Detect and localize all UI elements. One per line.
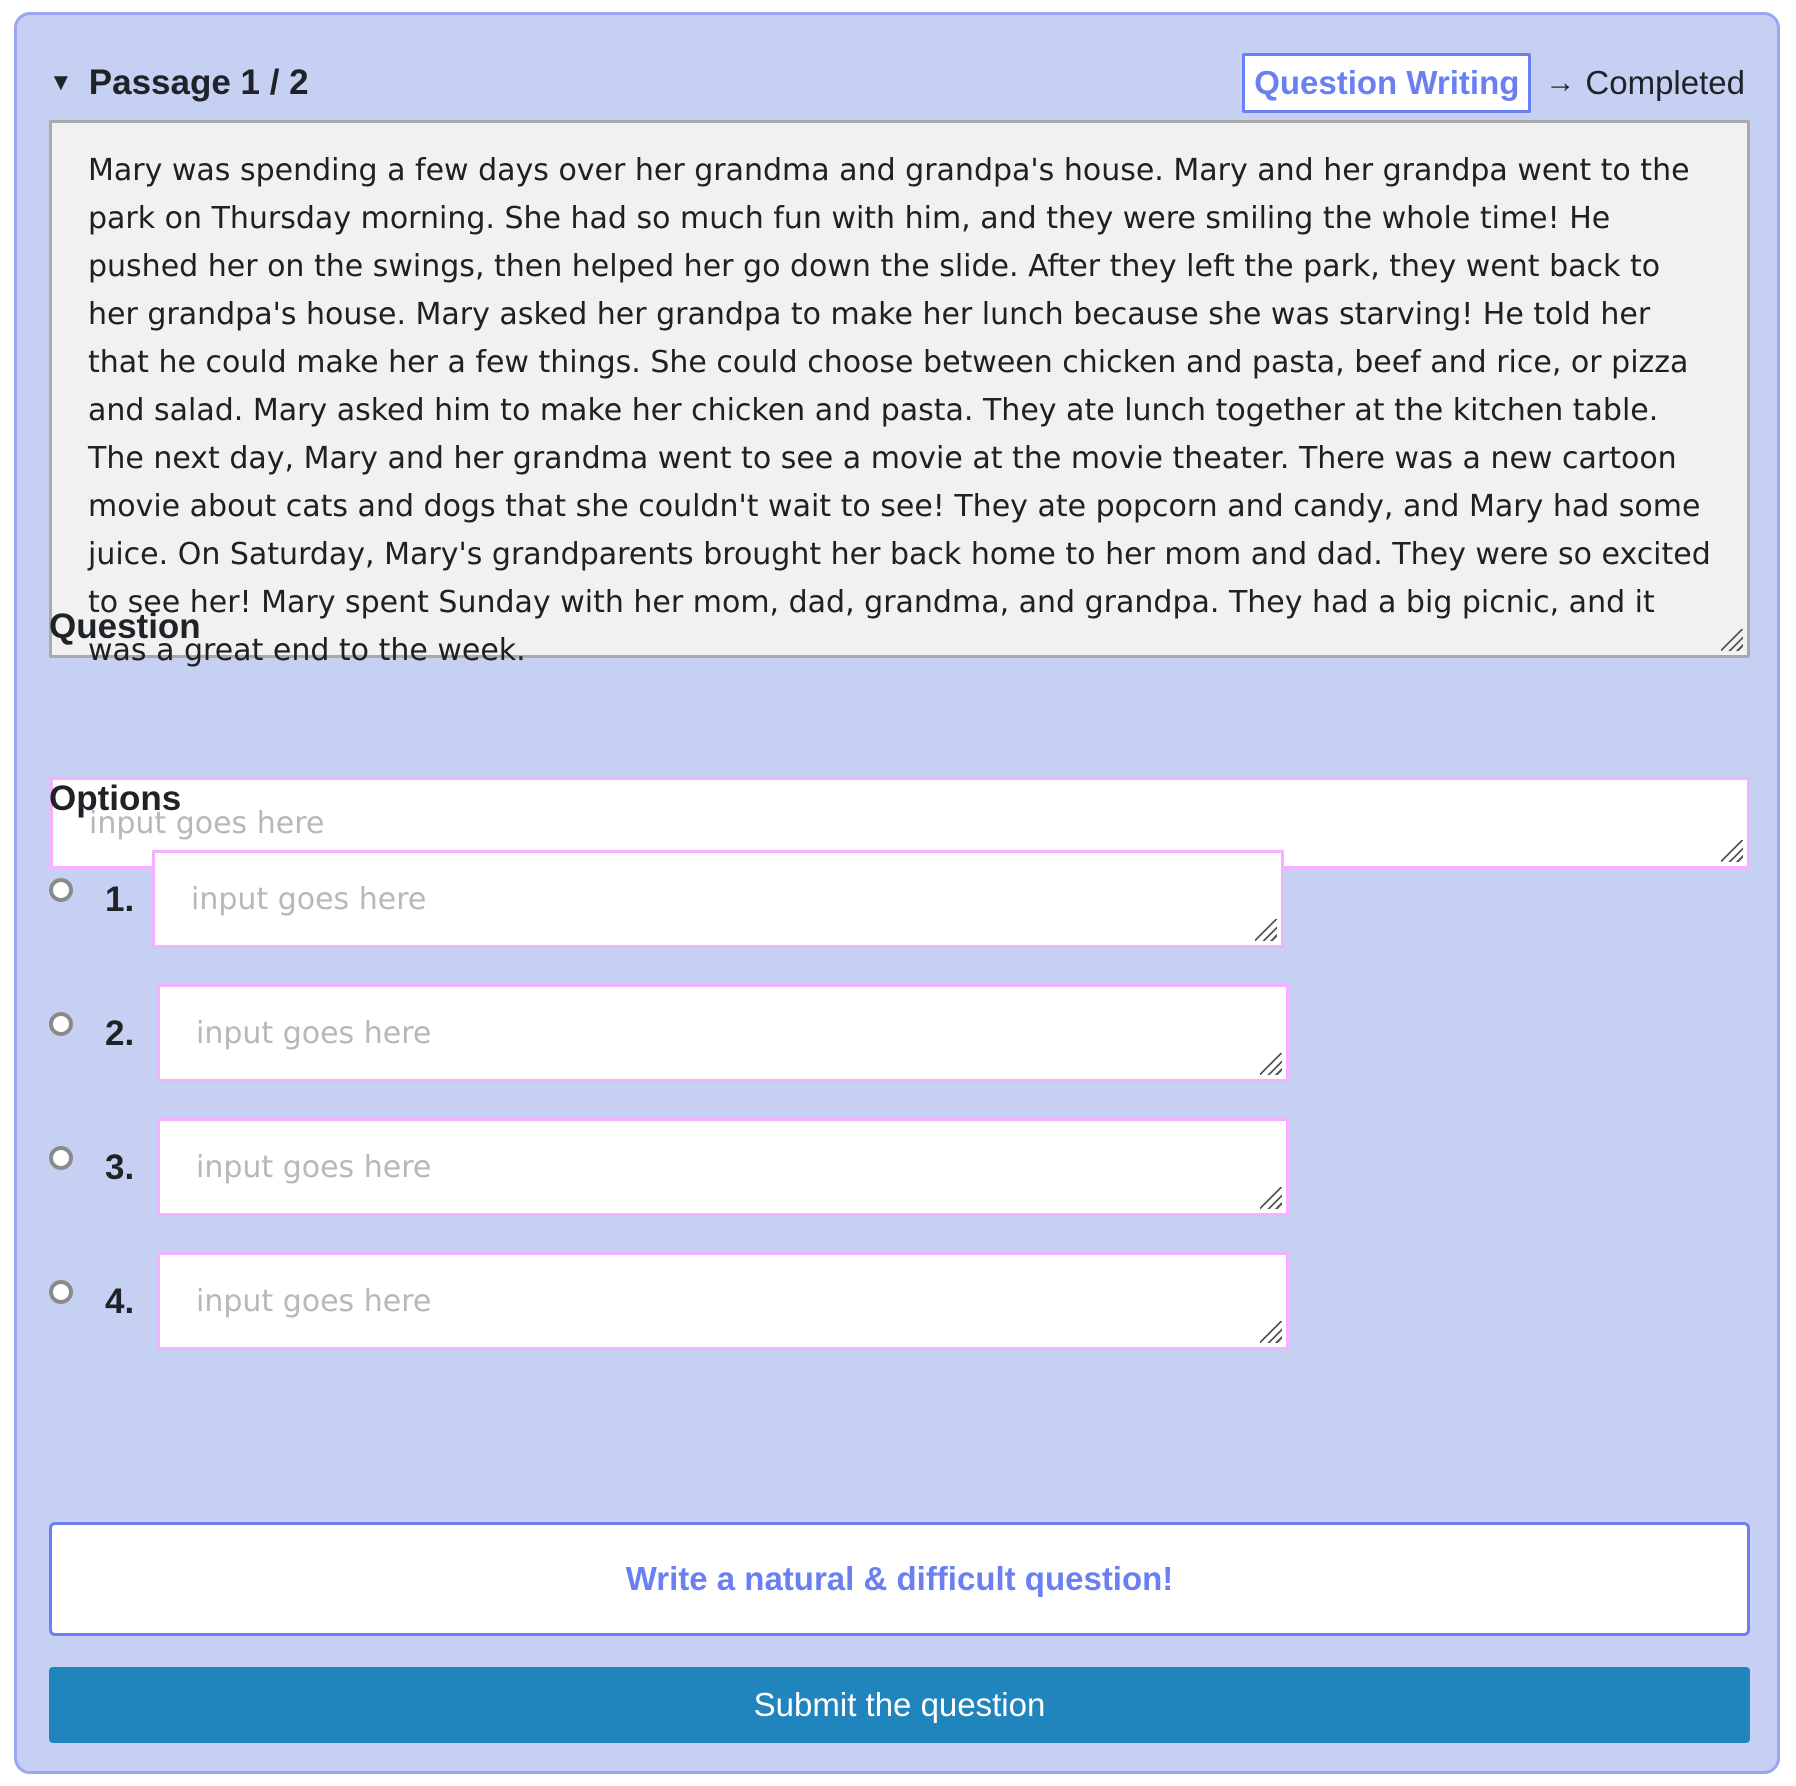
option-2-number: 2. — [105, 1014, 135, 1053]
question-hint-banner: Write a natural & difficult question! — [49, 1522, 1750, 1636]
status-current-step: Question Writing — [1242, 53, 1531, 113]
option-2-placeholder: input goes here — [196, 1015, 432, 1051]
option-2-radio[interactable] — [49, 1012, 73, 1036]
option-4-number: 4. — [105, 1282, 135, 1321]
option-4-input[interactable] — [157, 1252, 1289, 1350]
option-row-4 — [49, 1252, 1289, 1350]
passage-counter: Passage 1 / 2 — [88, 63, 309, 102]
option-3-placeholder: input goes here — [196, 1149, 432, 1185]
question-writing-card — [14, 12, 1780, 1774]
arrow-right-icon: → — [1545, 66, 1576, 99]
option-4-placeholder: input goes here — [196, 1283, 432, 1319]
resize-grip-icon[interactable] — [1721, 629, 1743, 651]
resize-grip-icon[interactable] — [1260, 1321, 1282, 1343]
question-placeholder: input goes here — [89, 805, 325, 841]
passage-text: Mary was spending a few days over her grandma and grandpa's house. Mary and her grandpa went to the park on Thursday morning. She had so much fun with him, and they were smiling the whole time! He pushed her on the swings, then helped her go down the slide. After they left the park, they went back to her grandpa's house. Mary asked her grandpa to make her lunch because she was starving! He told her that he could make her a few things. She could choose between chicken and pasta, beef and rice, or pizza and salad. Mary asked him to make her chicken and pasta. They ate lunch together at the kitchen table. The next day, Mary and her grandma went to see a movie at the movie theater. There was a new cartoon movie about cats and dogs that she couldn't wait to see! They ate popcorn and candy, and Mary had some juice. On Saturday, Mary's grandparents brought her back home to her mom and dad. They were so excited to see her! Mary spent Sunday with her mom, dad, grandma, and grandpa. They had a big picnic, and it was a great end to the week. — [88, 153, 1711, 668]
resize-grip-icon[interactable] — [1260, 1187, 1282, 1209]
option-3-radio[interactable] — [49, 1146, 73, 1170]
option-3-number: 3. — [105, 1148, 135, 1187]
option-4-radio[interactable] — [49, 1280, 73, 1304]
resize-grip-icon[interactable] — [1255, 919, 1277, 941]
option-2-input[interactable] — [157, 984, 1289, 1082]
option-1-placeholder: input goes here — [191, 881, 427, 917]
passage-header — [49, 49, 1745, 123]
option-1-input[interactable] — [152, 850, 1284, 948]
passage-toggle[interactable] — [49, 63, 309, 103]
option-row-1 — [49, 850, 1289, 948]
submit-question-button[interactable]: Submit the question — [49, 1667, 1750, 1743]
option-3-input[interactable] — [157, 1118, 1289, 1216]
collapse-triangle-icon[interactable]: ▼ — [49, 69, 73, 96]
status-next-step: Completed — [1585, 64, 1745, 101]
progress-status — [1242, 53, 1745, 113]
option-1-radio[interactable] — [49, 878, 73, 902]
option-row-3 — [49, 1118, 1289, 1216]
option-1-number: 1. — [105, 880, 135, 919]
resize-grip-icon[interactable] — [1721, 840, 1743, 862]
question-label: Question — [49, 607, 201, 646]
options-label: Options — [49, 779, 182, 818]
passage-textarea[interactable] — [49, 120, 1750, 668]
option-row-2 — [49, 984, 1289, 1082]
resize-grip-icon[interactable] — [1260, 1053, 1282, 1075]
